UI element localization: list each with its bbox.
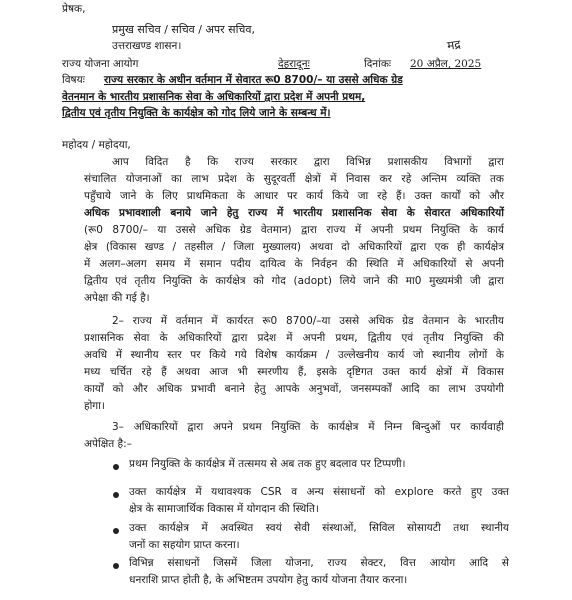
bullet-line: उक्त कार्यक्षेत्र में यथावश्यक CSR व अन्य संसाधनों को explore करते हुए उक्त [129, 486, 509, 498]
sender-designation: प्रमुख सचिव / सचिव / अपर सचिव, [112, 23, 256, 36]
para2-line: 2– राज्य में वर्तमान में कार्यरत रू0 8700/–या उससे अधिक ग्रेड वेतमान के भारतीय [112, 315, 504, 327]
bullet-line: धनराशि प्राप्त होती है, के अभिष्टतम उपयोग हेतु कार्य योजना तैयार करना। [129, 574, 408, 586]
para2-line: होगा। [84, 400, 105, 412]
para3-intro-line: अपेक्षित है:– [84, 438, 132, 450]
handwritten-mark: मद्र [446, 37, 462, 53]
bullet-icon [113, 464, 119, 470]
government-name: उत्तराखण्ड शासन। [112, 40, 182, 52]
para1-line: (रू0 8700/– या उससे अधिक ग्रेड वेतमान) द्वारा राज्य में अपनी प्रथम नियुक्ति के कार्य [84, 224, 504, 236]
para2-line: प्रशासनिक सेवा के अधिकारियों द्वारा प्रदेश में अपनी प्रथम, द्वितीय एवं तृतीय नियुक्ति की [84, 332, 504, 344]
para1-line: संचालित योजनाओं का लाभ प्रदेश के सुदूरवर्ती क्षेत्रों में निवास कर रहे अन्तिम व्यक्ति तक [84, 173, 504, 185]
para1-line: अपेक्षा की गई है। [84, 292, 150, 304]
salutation: महोदय / महोदया, [62, 139, 131, 151]
sender-heading: प्रेषक, [62, 3, 86, 15]
bullet-line: जनों का सहयोग प्राप्त करना। [129, 539, 240, 551]
para2-line: मध्य चर्चित रहे हैं अथवा आज भी स्मरणीय हैं, इसके दृष्टिगत उक्त कार्य क्षेत्रों में विकास [84, 366, 504, 378]
para1-line: द्वितीय एवं तृतीय नियुक्ति के कार्यक्षेत्र को गोद (adopt) लिये जाने की मा0 मुख्यमंत्री जी द्वारा [84, 275, 504, 287]
bullet-icon [113, 528, 119, 534]
para3-intro-line: 3– अधिकारियों द्वारा अपने प्रथम नियुक्ति के कार्यक्षेत्र में निम्न बिन्दुओं पर कार्यवाही [112, 421, 504, 433]
bullet-icon [113, 492, 119, 498]
subject-line-2: वेतनमान के भारतीय प्रशासनिक सेवा के अधिकारियों द्वारा प्रदेश में अपनी प्रथम, [62, 91, 366, 103]
bullet-line: विभिन्न संसाधनों जिसमें जिला योजना, राज्य सेक्टर, वित्त आयोग आदि से [129, 557, 509, 569]
subject-label: विषयः [62, 74, 85, 86]
para2-line: कार्यों को और अधिक प्रभावी बनाने हेतु आपके अनुभवों, जनसम्पर्कों आदि का लाभ उपयोगी [84, 383, 504, 395]
para1-line: आप विदित है कि राज्य सरकार द्वारा विभिन्न प्रशासकीय विभागों द्वारा [112, 156, 504, 168]
para1-line: में अलग–अलग समय में समान पदीय दायित्व के निर्वहन की स्थिति में अधिकारियों से अपनी [84, 258, 504, 270]
para1-line: अधिक प्रभावशाली बनाये जाने हेतु राज्य में भारतीय प्रशासनिक सेवा के सेवारत अधिकारियों [84, 207, 504, 219]
para1-line: पहुँचाये जाने के लिए प्राथमिकता के आधार पर कार्य किये जा रहे हैं। उक्त कार्यों को और [84, 190, 504, 202]
bullet-line: क्षेत्र के सामाजार्थिक विकास में योगदान की स्थिति। [129, 503, 319, 515]
para1-line: क्षेत्र (विकास खण्ड / तहसील / जिला मुख्यालय) अथवा दो अधिकारियों द्वारा एक ही कार्यक्षेत्र [84, 241, 504, 253]
date-label: दिनांकः [364, 58, 392, 70]
date-value: 20 अप्रैल, 2025 [410, 58, 482, 70]
bullet-line: उक्त कार्यक्षेत्र में अवस्थित स्वयं सेवी संस्थाओं, सिविल सोसायटी तथा स्थानीय [129, 522, 509, 534]
subject-line-3: द्वितीय एवं तृतीय नियुक्ति के कार्यक्षेत्र को गोद लिये जाने के सम्बन्ध में। [62, 107, 331, 119]
bullet-icon [113, 563, 119, 569]
para2-line: अवधि में स्थानीय स्तर पर किये गये विशेष कार्यक्रम / उल्लेखनीय कार्य जो स्थानीय लोगों के [84, 349, 504, 361]
bullet-line: प्रथम नियुक्ति के कार्यक्षेत्र में तत्समय से अब तक हुए बदलाव पर टिप्पणी। [129, 458, 406, 470]
place-label: देहरादूनः [278, 58, 310, 70]
subject-line-1: राज्य सरकार के अधीन वर्तमान में सेवारत रू0 8700/– या उससे अधिक ग्रेड [104, 74, 403, 86]
recipient-name: राज्य योजना आयोग [62, 58, 139, 70]
